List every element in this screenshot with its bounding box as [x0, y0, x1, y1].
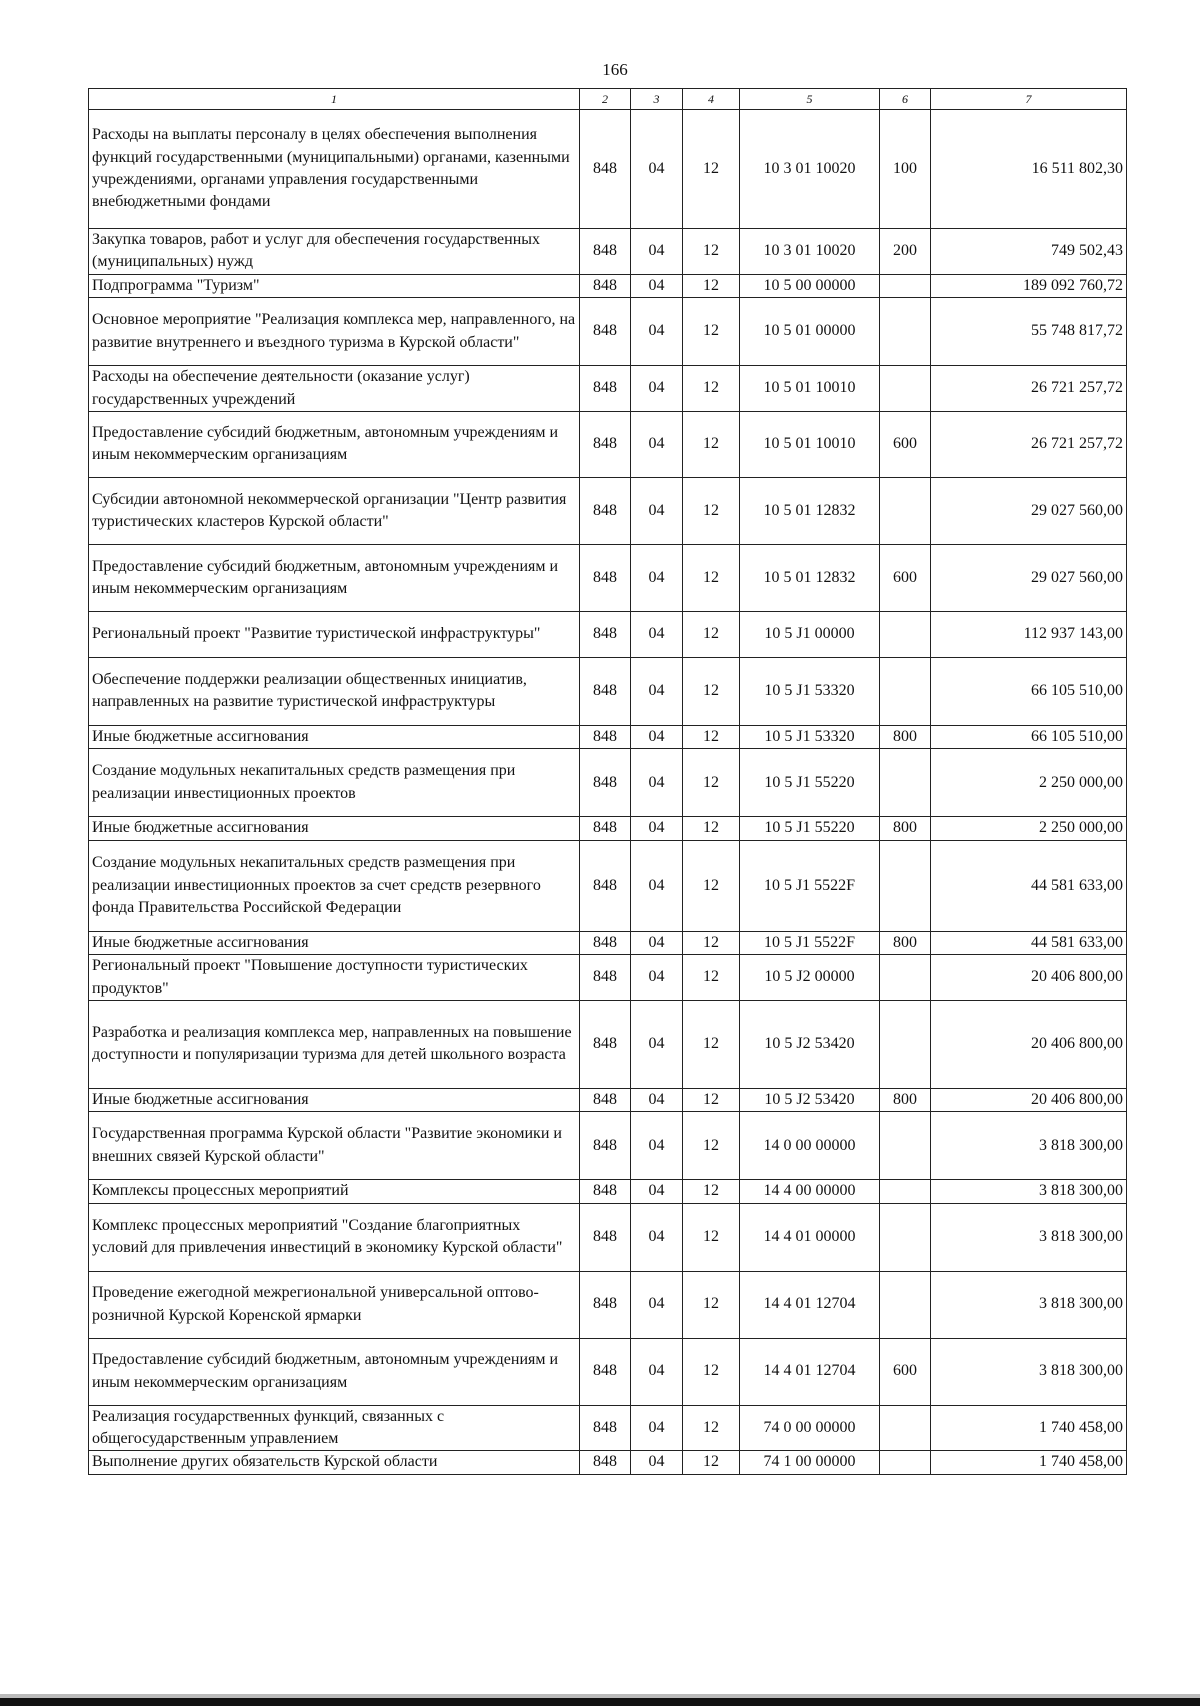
- ministry-code: 848: [580, 931, 631, 954]
- row-name: Обеспечение поддержки реализации общественных инициатив, направленных на развитие туристической инфраструктуры: [89, 657, 580, 725]
- expense-type-code: 600: [880, 411, 931, 477]
- column-number: 1: [89, 89, 580, 110]
- subsection-code: 12: [683, 1203, 740, 1271]
- expense-type-code: [880, 611, 931, 657]
- expense-type-code: 600: [880, 544, 931, 611]
- target-article-code: 10 3 01 10020: [740, 229, 880, 275]
- subsection-code: 12: [683, 1338, 740, 1405]
- amount: 20 406 800,00: [931, 955, 1127, 1001]
- target-article-code: 10 5 J1 55220: [740, 817, 880, 840]
- target-article-code: 10 5 01 12832: [740, 544, 880, 611]
- section-code: 04: [631, 611, 683, 657]
- amount: 44 581 633,00: [931, 840, 1127, 931]
- row-name: Выполнение других обязательств Курской области: [89, 1451, 580, 1474]
- target-article-code: 10 3 01 10020: [740, 110, 880, 229]
- ministry-code: 848: [580, 477, 631, 544]
- table-row: [89, 110, 1127, 229]
- amount: 749 502,43: [931, 229, 1127, 275]
- amount: 2 250 000,00: [931, 817, 1127, 840]
- amount: 112 937 143,00: [931, 611, 1127, 657]
- row-name: Расходы на выплаты персоналу в целях обеспечения выполнения функций государственными (муниципальными) органами, казенными учреждениями, органами управления государственными внебюджетными фондами: [89, 110, 580, 229]
- row-name: Предоставление субсидий бюджетным, автономным учреждениям и иным некоммерческим организациям: [89, 544, 580, 611]
- subsection-code: 12: [683, 544, 740, 611]
- table-row: [89, 366, 1127, 412]
- row-name: Комплексы процессных мероприятий: [89, 1180, 580, 1203]
- target-article-code: 14 0 00 00000: [740, 1112, 880, 1180]
- table-row: [89, 1271, 1127, 1338]
- subsection-code: 12: [683, 840, 740, 931]
- expense-type-code: [880, 1405, 931, 1451]
- expense-type-code: [880, 1112, 931, 1180]
- table-row: [89, 298, 1127, 366]
- target-article-code: 10 5 J2 00000: [740, 955, 880, 1001]
- ministry-code: 848: [580, 1180, 631, 1203]
- row-name: Региональный проект "Повышение доступности туристических продуктов": [89, 955, 580, 1001]
- budget-table: [88, 88, 1127, 1475]
- row-name: Предоставление субсидий бюджетным, автономным учреждениям и иным некоммерческим организациям: [89, 411, 580, 477]
- section-code: 04: [631, 749, 683, 817]
- expense-type-code: 600: [880, 1338, 931, 1405]
- target-article-code: 10 5 J2 53420: [740, 1000, 880, 1088]
- table-row: [89, 1000, 1127, 1088]
- subsection-code: 12: [683, 1112, 740, 1180]
- ministry-code: 848: [580, 725, 631, 748]
- ministry-code: 848: [580, 229, 631, 275]
- expense-type-code: [880, 1271, 931, 1338]
- row-name: Субсидии автономной некоммерческой организации "Центр развития туристических кластеров Курской области": [89, 477, 580, 544]
- ministry-code: 848: [580, 298, 631, 366]
- amount: 26 721 257,72: [931, 366, 1127, 412]
- section-code: 04: [631, 274, 683, 297]
- section-code: 04: [631, 817, 683, 840]
- section-code: 04: [631, 477, 683, 544]
- ministry-code: 848: [580, 544, 631, 611]
- table-row: [89, 1405, 1127, 1451]
- row-name: Создание модульных некапитальных средств размещения при реализации инвестиционных проектов: [89, 749, 580, 817]
- table-row: [89, 1203, 1127, 1271]
- target-article-code: 10 5 01 00000: [740, 298, 880, 366]
- target-article-code: 74 0 00 00000: [740, 1405, 880, 1451]
- target-article-code: 10 5 01 10010: [740, 411, 880, 477]
- table-row: [89, 274, 1127, 297]
- table-row: [89, 1088, 1127, 1111]
- subsection-code: 12: [683, 1180, 740, 1203]
- row-name: Иные бюджетные ассигнования: [89, 725, 580, 748]
- ministry-code: 848: [580, 1203, 631, 1271]
- section-code: 04: [631, 110, 683, 229]
- expense-type-code: 800: [880, 725, 931, 748]
- section-code: 04: [631, 1180, 683, 1203]
- amount: 29 027 560,00: [931, 544, 1127, 611]
- expense-type-code: [880, 840, 931, 931]
- amount: 66 105 510,00: [931, 725, 1127, 748]
- expense-type-code: [880, 657, 931, 725]
- ministry-code: 848: [580, 1112, 631, 1180]
- amount: 3 818 300,00: [931, 1338, 1127, 1405]
- amount: 3 818 300,00: [931, 1203, 1127, 1271]
- subsection-code: 12: [683, 931, 740, 954]
- expense-type-code: 800: [880, 931, 931, 954]
- table-row: [89, 1112, 1127, 1180]
- expense-type-code: [880, 366, 931, 412]
- expense-type-code: 800: [880, 817, 931, 840]
- table-row: [89, 1338, 1127, 1405]
- column-number: 2: [580, 89, 631, 110]
- table-row: [89, 229, 1127, 275]
- amount: 2 250 000,00: [931, 749, 1127, 817]
- ministry-code: 848: [580, 274, 631, 297]
- ministry-code: 848: [580, 110, 631, 229]
- row-name: Основное мероприятие "Реализация комплекса мер, направленного, на развитие внутреннего и въездного туризма в Курской области": [89, 298, 580, 366]
- amount: 20 406 800,00: [931, 1088, 1127, 1111]
- row-name: Региональный проект "Развитие туристической инфраструктуры": [89, 611, 580, 657]
- table-row: [89, 1451, 1127, 1474]
- section-code: 04: [631, 1000, 683, 1088]
- expense-type-code: [880, 274, 931, 297]
- amount: 55 748 817,72: [931, 298, 1127, 366]
- subsection-code: 12: [683, 1271, 740, 1338]
- subsection-code: 12: [683, 298, 740, 366]
- target-article-code: 10 5 J1 53320: [740, 725, 880, 748]
- subsection-code: 12: [683, 274, 740, 297]
- section-code: 04: [631, 1338, 683, 1405]
- expense-type-code: [880, 1451, 931, 1474]
- target-article-code: 10 5 J1 5522F: [740, 931, 880, 954]
- column-number-row: [89, 89, 1127, 110]
- section-code: 04: [631, 366, 683, 412]
- target-article-code: 14 4 01 12704: [740, 1338, 880, 1405]
- expense-type-code: [880, 298, 931, 366]
- ministry-code: 848: [580, 1405, 631, 1451]
- section-code: 04: [631, 1405, 683, 1451]
- target-article-code: 10 5 J1 5522F: [740, 840, 880, 931]
- subsection-code: 12: [683, 1000, 740, 1088]
- amount: 44 581 633,00: [931, 931, 1127, 954]
- ministry-code: 848: [580, 1000, 631, 1088]
- ministry-code: 848: [580, 817, 631, 840]
- subsection-code: 12: [683, 411, 740, 477]
- subsection-code: 12: [683, 657, 740, 725]
- section-code: 04: [631, 1112, 683, 1180]
- page-number: 166: [602, 60, 628, 79]
- subsection-code: 12: [683, 477, 740, 544]
- amount: 3 818 300,00: [931, 1112, 1127, 1180]
- target-article-code: 14 4 01 00000: [740, 1203, 880, 1271]
- target-article-code: 14 4 00 00000: [740, 1180, 880, 1203]
- column-number: 3: [631, 89, 683, 110]
- subsection-code: 12: [683, 1405, 740, 1451]
- section-code: 04: [631, 725, 683, 748]
- table-row: [89, 840, 1127, 931]
- subsection-code: 12: [683, 1451, 740, 1474]
- table-row: [89, 817, 1127, 840]
- row-name: Проведение ежегодной межрегиональной универсальной оптово-розничной Курской Коренской ярмарки: [89, 1271, 580, 1338]
- row-name: Разработка и реализация комплекса мер, направленных на повышение доступности и популяризации туризма для детей школьного возраста: [89, 1000, 580, 1088]
- section-code: 04: [631, 1451, 683, 1474]
- amount: 189 092 760,72: [931, 274, 1127, 297]
- column-number: 6: [880, 89, 931, 110]
- target-article-code: 74 1 00 00000: [740, 1451, 880, 1474]
- amount: 16 511 802,30: [931, 110, 1127, 229]
- table-row: [89, 477, 1127, 544]
- amount: 26 721 257,72: [931, 411, 1127, 477]
- section-code: 04: [631, 955, 683, 1001]
- scan-edge-bar: [0, 1698, 1200, 1706]
- column-number: 7: [931, 89, 1127, 110]
- ministry-code: 848: [580, 1088, 631, 1111]
- subsection-code: 12: [683, 955, 740, 1001]
- subsection-code: 12: [683, 366, 740, 412]
- section-code: 04: [631, 931, 683, 954]
- expense-type-code: [880, 1203, 931, 1271]
- row-name: Иные бюджетные ассигнования: [89, 1088, 580, 1111]
- expense-type-code: 800: [880, 1088, 931, 1111]
- subsection-code: 12: [683, 229, 740, 275]
- row-name: Государственная программа Курской области "Развитие экономики и внешних связей Курской области": [89, 1112, 580, 1180]
- amount: 29 027 560,00: [931, 477, 1127, 544]
- section-code: 04: [631, 1271, 683, 1338]
- target-article-code: 10 5 01 10010: [740, 366, 880, 412]
- table-row: [89, 544, 1127, 611]
- expense-type-code: [880, 1180, 931, 1203]
- target-article-code: 10 5 01 12832: [740, 477, 880, 544]
- row-name: Подпрограмма "Туризм": [89, 274, 580, 297]
- amount: 66 105 510,00: [931, 657, 1127, 725]
- column-number: 4: [683, 89, 740, 110]
- amount: 20 406 800,00: [931, 1000, 1127, 1088]
- ministry-code: 848: [580, 1338, 631, 1405]
- expense-type-code: [880, 1000, 931, 1088]
- row-name: Закупка товаров, работ и услуг для обеспечения государственных (муниципальных) нужд: [89, 229, 580, 275]
- section-code: 04: [631, 657, 683, 725]
- amount: 3 818 300,00: [931, 1271, 1127, 1338]
- expense-type-code: 200: [880, 229, 931, 275]
- table-row: [89, 657, 1127, 725]
- subsection-code: 12: [683, 611, 740, 657]
- table-row: [89, 611, 1127, 657]
- ministry-code: 848: [580, 955, 631, 1001]
- row-name: Иные бюджетные ассигнования: [89, 817, 580, 840]
- column-number: 5: [740, 89, 880, 110]
- section-code: 04: [631, 411, 683, 477]
- amount: 1 740 458,00: [931, 1405, 1127, 1451]
- ministry-code: 848: [580, 366, 631, 412]
- row-name: Иные бюджетные ассигнования: [89, 931, 580, 954]
- table-row: [89, 1180, 1127, 1203]
- target-article-code: 10 5 J1 53320: [740, 657, 880, 725]
- expense-type-code: 100: [880, 110, 931, 229]
- subsection-code: 12: [683, 749, 740, 817]
- row-name: Создание модульных некапитальных средств размещения при реализации инвестиционных проектов за счет средств резервного фонда Правительства Российской Федерации: [89, 840, 580, 931]
- table-row: [89, 749, 1127, 817]
- target-article-code: 10 5 00 00000: [740, 274, 880, 297]
- amount: 3 818 300,00: [931, 1180, 1127, 1203]
- ministry-code: 848: [580, 749, 631, 817]
- subsection-code: 12: [683, 110, 740, 229]
- row-name: Предоставление субсидий бюджетным, автономным учреждениям и иным некоммерческим организациям: [89, 1338, 580, 1405]
- ministry-code: 848: [580, 1271, 631, 1338]
- subsection-code: 12: [683, 817, 740, 840]
- row-name: Комплекс процессных мероприятий "Создание благоприятных условий для привлечения инвестиций в экономику Курской области": [89, 1203, 580, 1271]
- section-code: 04: [631, 298, 683, 366]
- section-code: 04: [631, 1088, 683, 1111]
- ministry-code: 848: [580, 840, 631, 931]
- table-row: [89, 931, 1127, 954]
- target-article-code: 10 5 J1 00000: [740, 611, 880, 657]
- table-row: [89, 725, 1127, 748]
- expense-type-code: [880, 749, 931, 817]
- section-code: 04: [631, 229, 683, 275]
- target-article-code: 14 4 01 12704: [740, 1271, 880, 1338]
- row-name: Реализация государственных функций, связанных с общегосударственным управлением: [89, 1405, 580, 1451]
- ministry-code: 848: [580, 611, 631, 657]
- table-row: [89, 411, 1127, 477]
- ministry-code: 848: [580, 657, 631, 725]
- expense-type-code: [880, 955, 931, 1001]
- table-row: [89, 955, 1127, 1001]
- ministry-code: 848: [580, 411, 631, 477]
- target-article-code: 10 5 J1 55220: [740, 749, 880, 817]
- subsection-code: 12: [683, 1088, 740, 1111]
- row-name: Расходы на обеспечение деятельности (оказание услуг) государственных учреждений: [89, 366, 580, 412]
- subsection-code: 12: [683, 725, 740, 748]
- ministry-code: 848: [580, 1451, 631, 1474]
- amount: 1 740 458,00: [931, 1451, 1127, 1474]
- target-article-code: 10 5 J2 53420: [740, 1088, 880, 1111]
- section-code: 04: [631, 544, 683, 611]
- expense-type-code: [880, 477, 931, 544]
- section-code: 04: [631, 1203, 683, 1271]
- section-code: 04: [631, 840, 683, 931]
